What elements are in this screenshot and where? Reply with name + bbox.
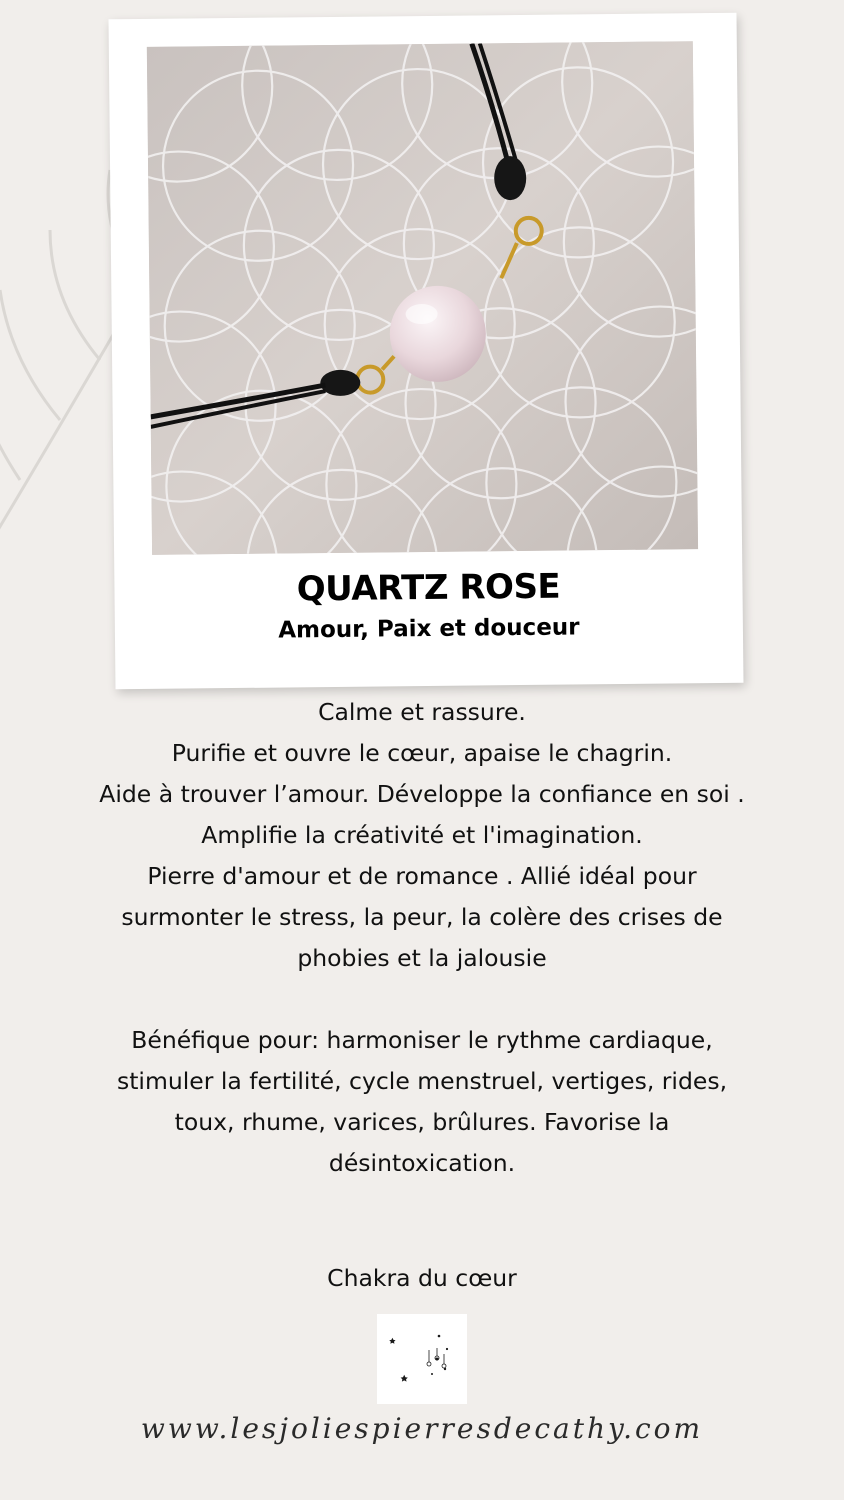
product-photo — [147, 41, 698, 555]
stone-keywords: Amour, Paix et douceur — [278, 614, 580, 644]
stone-description — [30, 692, 814, 1184]
benefits-line: stimuler la fertilité, cycle menstruel, vertiges, rides, — [116, 1067, 728, 1095]
polaroid-card — [109, 13, 744, 690]
benefits-line: toux, rhume, varices, brûlures. Favorise la — [174, 1108, 670, 1136]
brand-logo — [377, 1314, 467, 1404]
description-line: Amplifie la créativité et l'imagination. — [201, 821, 643, 849]
description-line: Purifie et ouvre le cœur, apaise le chagrin. — [171, 739, 673, 767]
description-line: Aide à trouver l’amour. Développe la confiance en soi . — [99, 780, 745, 808]
chakra-label: Chakra du cœur — [327, 1264, 517, 1292]
description-line: phobies et la jalousie — [297, 944, 547, 972]
benefits-line: désintoxication. — [328, 1149, 516, 1177]
moon-logo-icon — [377, 1314, 467, 1404]
description-line: Calme et rassure. — [318, 698, 526, 726]
description-line: Pierre d'amour et de romance . Allié idéal pour — [147, 862, 697, 890]
benefits-line: Bénéfique pour: harmoniser le rythme cardiaque, — [131, 1026, 713, 1054]
stone-name: QUARTZ ROSE — [296, 566, 561, 610]
description-line: surmonter le stress, la peur, la colère des crises de — [121, 903, 723, 931]
paragraph-gap — [30, 979, 814, 1020]
website-url: www.lesjoliespierresdecathy.com — [140, 1412, 704, 1445]
